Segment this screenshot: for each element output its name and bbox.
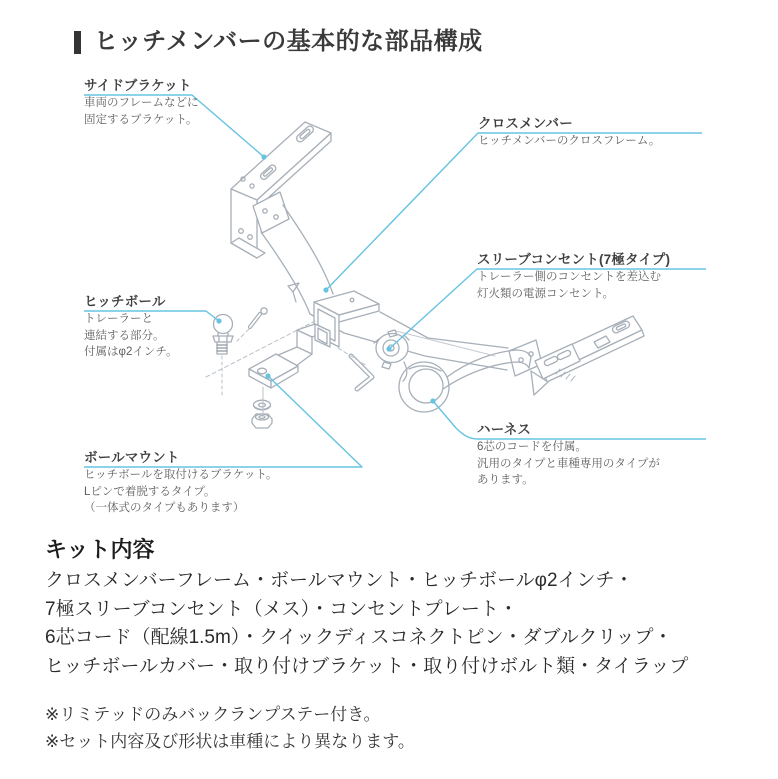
disconnect-pin-drawing [250,308,267,327]
label-sleeve-outlet-title: スリーブコンセント(7極タイプ) [477,252,671,267]
label-harness: ハーネス 6芯のコードを付属。 汎用のタイプと車種専用のタイプが あります。 [477,422,660,486]
label-sleeve-outlet: スリーブコンセント(7極タイプ) トレーラー側のコンセントを差込む 灯火類の電源コンセント。 [477,252,671,300]
label-harness-title: ハーネス [477,422,532,437]
label-side-bracket-title: サイドブラケット [84,78,192,93]
right-side-bracket-drawing [531,316,644,395]
kit-contents-heading: キット内容 [45,537,155,562]
label-cross-member-title: クロスメンバー [478,116,573,131]
kit-line: 6芯コード（配線1.5m）・クイックディスコネクトピン・ダブルクリップ・ [45,627,673,648]
kit-line: 7極スリーブコンセント（メス）・コンセントプレート・ [45,598,518,620]
end-flange-drawing [509,340,542,376]
note-line: ※セット内容及び形状は車種により異なります。 [45,732,415,751]
washer-drawing [254,400,271,410]
flag-marker-drawing [288,283,299,302]
notes-section [45,701,415,755]
label-side-bracket: サイドブラケット 車両のフレームなどに 固定するブラケット。 [84,78,199,126]
kit-line: クロスメンバーフレーム・ボールマウント・ヒッチボールφ2インチ・ [45,570,634,591]
nut-drawing [252,414,272,428]
kit-line: ヒッチボールカバー・取り付けブラケット・取り付けボルト類・タイラップ [45,655,689,677]
label-ball-mount-title: ボールマウント [84,450,180,465]
hex-wrench-drawing [351,356,372,389]
label-ball-mount: ボールマウント ヒッチボールを取付けるブラケット。 Lピンで着脱するタイプ。 （一体式のタイプもあります） [84,450,278,514]
page-title-text: ヒッチメンバーの基本的な部品構成 [94,28,483,55]
hitch-ball-drawing [213,315,233,355]
label-hitch-ball-title: ヒッチボール [84,294,166,309]
label-hitch-ball: ヒッチボール トレーラーと 連結する部分。 付属はφ2インチ。 [84,294,178,358]
kit-contents-section [45,536,688,681]
label-cross-member: クロスメンバー ヒッチメンバーのクロスフレーム。 [478,116,661,147]
note-line: ※リミテッドのみバックランプステー付き。 [45,705,381,724]
